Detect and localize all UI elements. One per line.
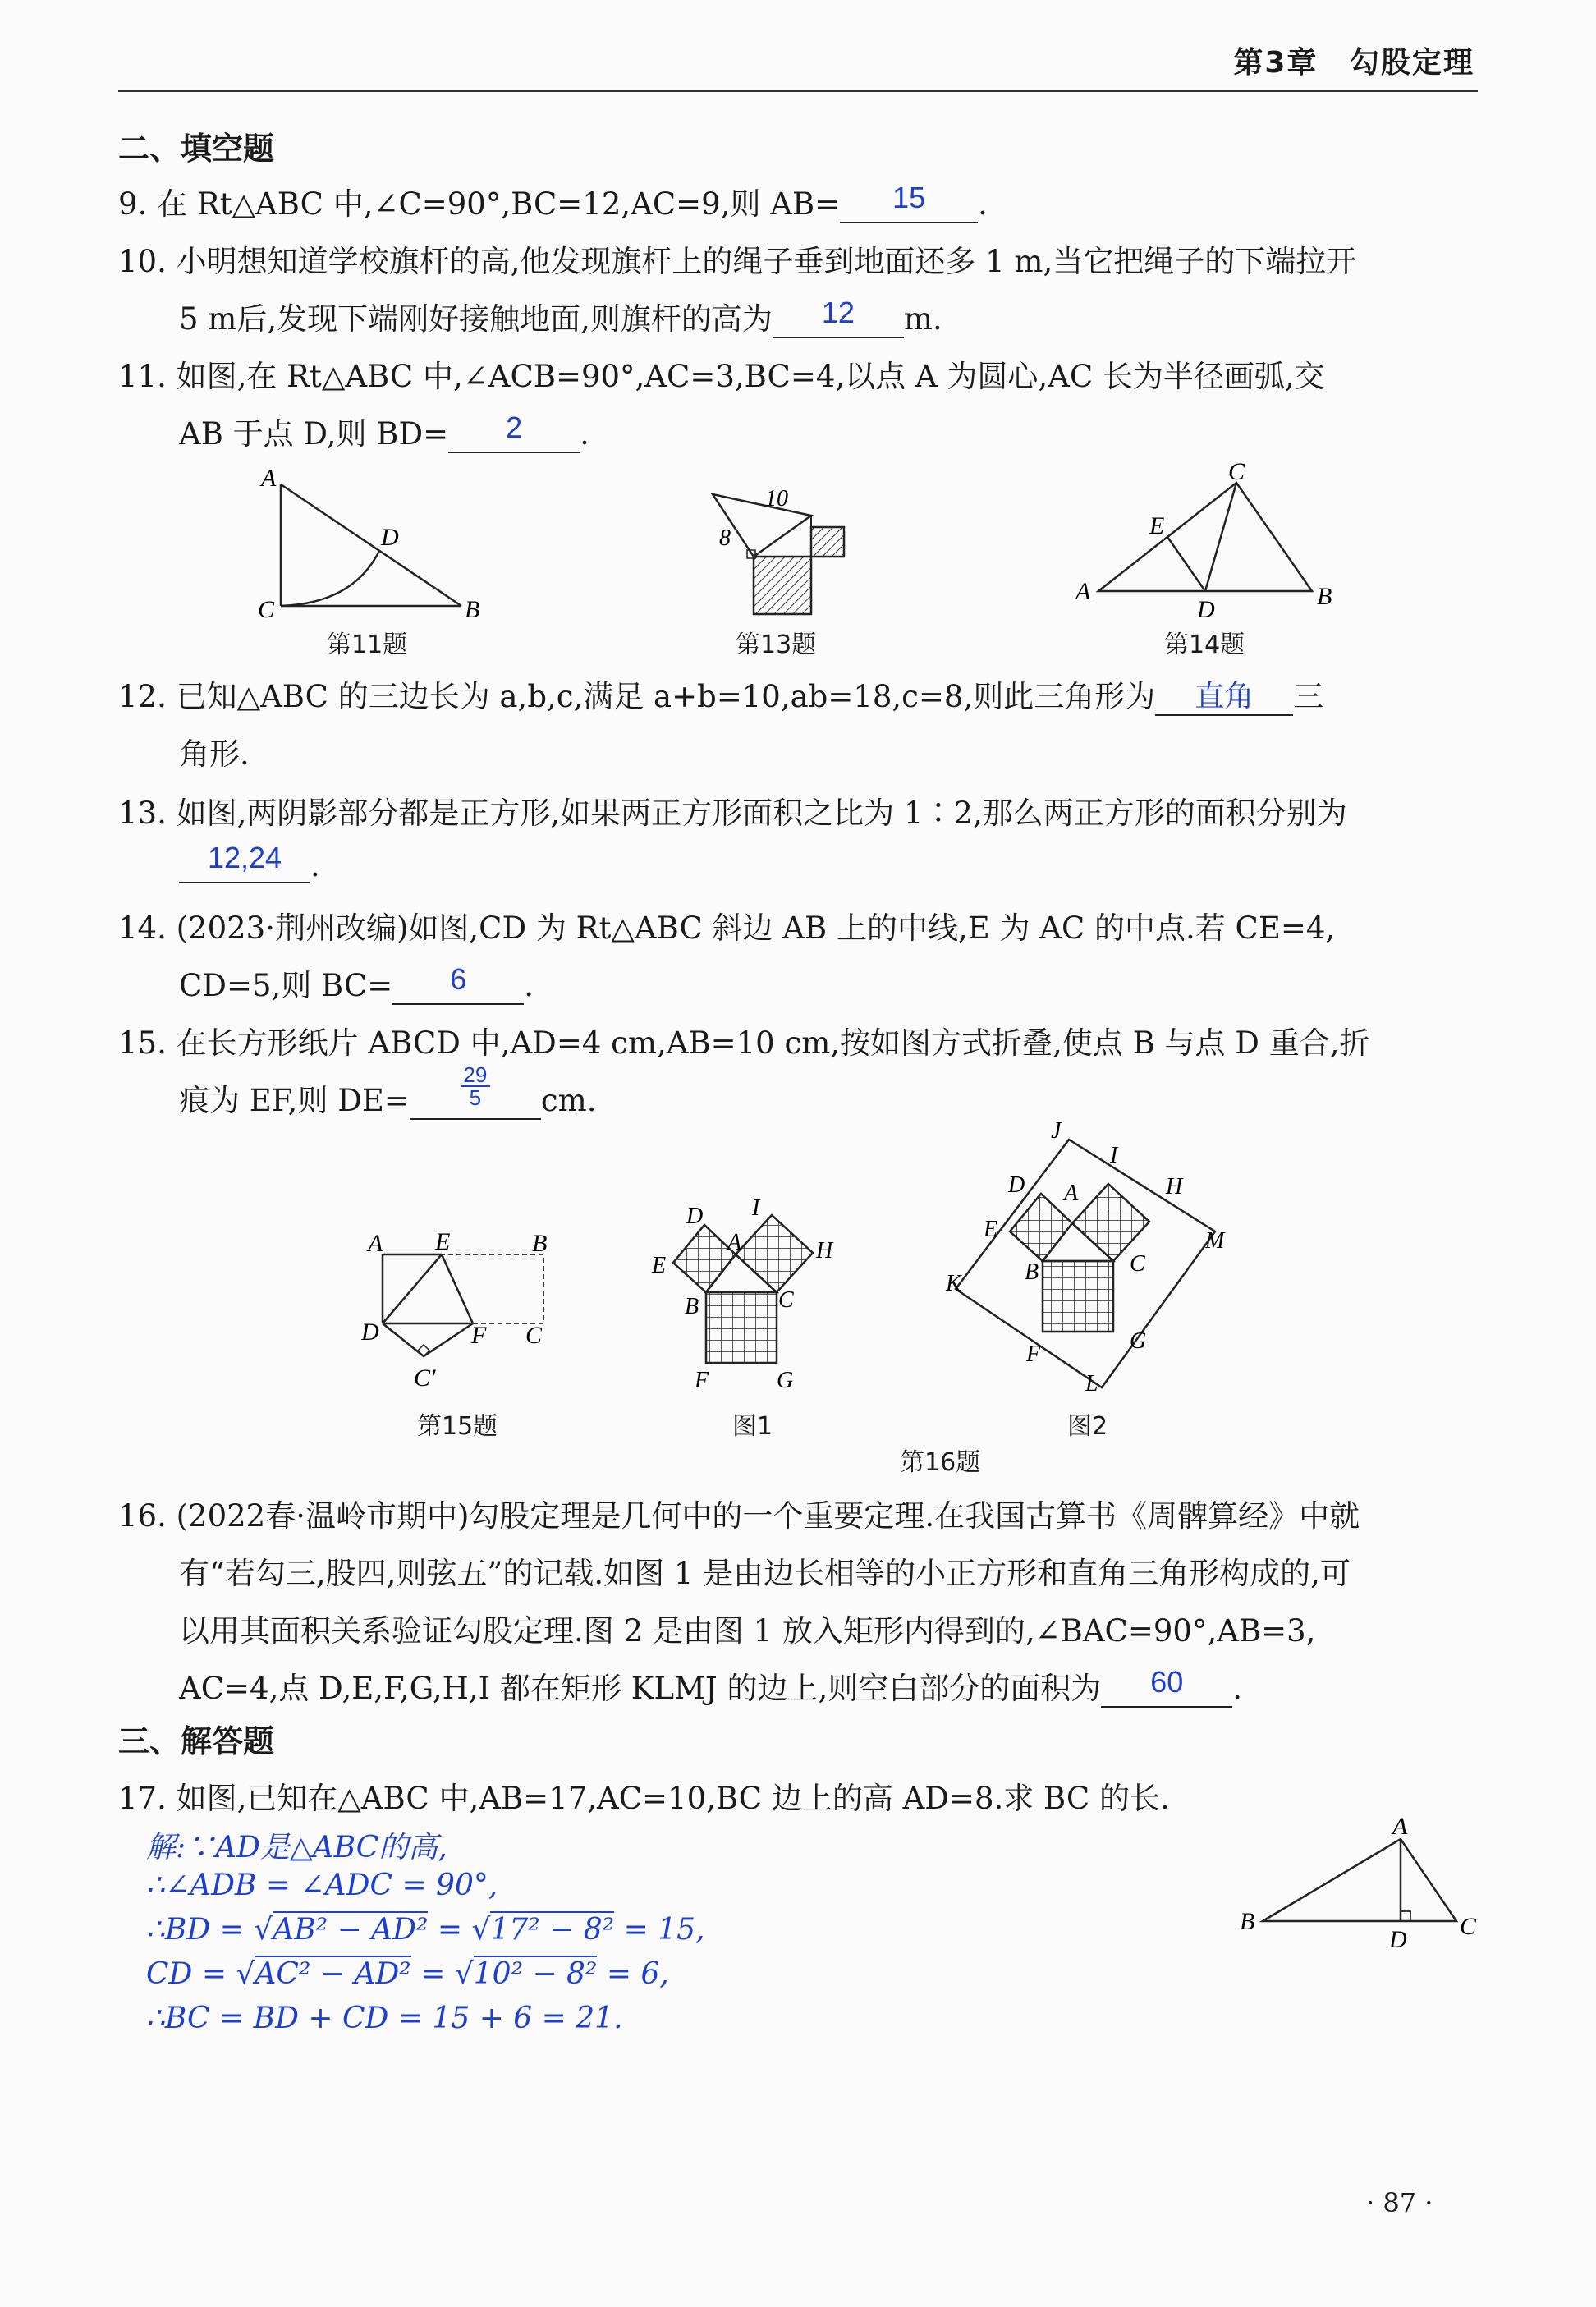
figure-16-2 (936, 1117, 1248, 1412)
q15-answer-numerator: 29 (461, 1064, 490, 1087)
q15-line1: 在长方形纸片 ABCD 中,AD=4 cm,AB=10 cm,按如图方式折叠,使点 B 与点 D 重合,折 (176, 1025, 1370, 1061)
q16-line3: 以用其面积关系验证勾股定理.图 2 是由图 1 放入矩形内得到的,∠BAC=90°,AB=3, (179, 1613, 1316, 1649)
q14-line2: CD=5,则 BC= (179, 968, 393, 1003)
fig15-label-e: E (435, 1228, 451, 1255)
fig14-label-e: E (1149, 512, 1165, 539)
question-15 (118, 1018, 1369, 1062)
q15-answer-fraction (410, 1064, 541, 1108)
q11-line1: 如图,在 Rt△ABC 中,∠ACB=90°,AC=3,BC=4,以点 A 为圆心,AC 长为半径画弧,交 (176, 359, 1325, 394)
fig16b-label-d: D (1008, 1172, 1025, 1198)
figure-16-1 (640, 1190, 870, 1412)
question-17 (118, 1773, 1170, 1818)
fig16a-square-ab (673, 1225, 736, 1292)
question-16 (118, 1491, 1360, 1535)
fig13-label-10: 10 (765, 486, 788, 511)
chapter-label: 第3章 (1233, 46, 1319, 80)
q12-blank (1155, 678, 1293, 716)
solution-cd-result: = 6, (597, 1957, 669, 1991)
fig16b-label-a: A (1064, 1181, 1079, 1206)
fig15-label-c-prime: C′ (414, 1364, 436, 1392)
fig16a-label-g: G (777, 1368, 794, 1393)
q13-number: 13. (118, 796, 167, 831)
fig11-caption: 第11题 (327, 631, 408, 659)
fig16a-label-e: E (652, 1253, 667, 1278)
question-10-cont (179, 294, 942, 338)
fig11-arc (281, 551, 379, 606)
q14-answer: 6 (450, 962, 467, 996)
q9-text: 在 Rt△ABC 中,∠C=90°,BC=12,AC=9,则 AB= (157, 186, 841, 222)
fig16b-label-b: B (1025, 1259, 1039, 1285)
q16-blank (1101, 1665, 1232, 1708)
fig16b-label-l: L (1085, 1371, 1098, 1397)
question-13-cont (179, 841, 320, 883)
figure-14 (1067, 460, 1363, 624)
fig11-label-a: A (261, 465, 277, 492)
solution-cd-eq: = (410, 1957, 455, 1991)
q9-end: . (978, 186, 988, 222)
q17-number: 17. (118, 1781, 167, 1816)
fig16a-label-c: C (778, 1287, 794, 1313)
question-12 (118, 672, 1323, 716)
solution-cd-radicand-num: 10² − 8² (473, 1957, 598, 1991)
figure-11 (246, 460, 509, 624)
solution-bd-result: = 15, (614, 1913, 705, 1947)
fig16b-label-k: K (946, 1271, 961, 1296)
q12-number: 12. (118, 679, 167, 714)
fig15-folded-triangle (383, 1323, 473, 1356)
q15-answer-denominator: 5 (469, 1085, 482, 1110)
q10-line1: 小明想知道学校旗杆的高,他发现旗杆上的绳子垂到地面还多 1 m,当它把绳子的下端拉开 (176, 244, 1357, 279)
fig14-segment-ed (1167, 537, 1205, 591)
fig14-caption: 第14题 (1164, 631, 1245, 659)
q16-number: 16. (118, 1498, 167, 1534)
figure-13 (698, 476, 862, 624)
fig16b-label-h: H (1166, 1174, 1183, 1199)
solution-line-3: ∴BD = √AB² − AD² = √17² − 8² = 15, (146, 1913, 705, 1947)
fig17-label-a: A (1392, 1814, 1408, 1840)
question-16-l4 (179, 1663, 1242, 1708)
fig11-label-c: C (258, 596, 275, 623)
fig14-label-d: D (1197, 596, 1215, 623)
q12-line2: 角形. (179, 736, 250, 772)
fig16b-label-e: E (984, 1217, 998, 1242)
section-fill-heading: 二、填空题 (118, 131, 275, 167)
fig16-caption: 第16题 (900, 1448, 981, 1477)
q10-answer: 12 (821, 296, 855, 329)
question-14 (118, 903, 1335, 947)
fig14-label-a: A (1075, 578, 1091, 605)
fig17-label-d: D (1389, 1926, 1407, 1953)
q14-blank (392, 962, 524, 1005)
fig17-label-c: C (1460, 1913, 1477, 1940)
chapter-header (1233, 39, 1474, 81)
q16-line1: (2022春·温岭市期中)勾股定理是几何中的一个重要定理.在我国古算书《周髀算经》中就 (176, 1498, 1360, 1534)
fig16a-square-bc (706, 1292, 777, 1363)
solution-bd-radicand: AB² − AD² (273, 1913, 429, 1947)
solution-cd-radicand: AC² − AD² (255, 1957, 411, 1991)
fig16b-label-f: F (1026, 1342, 1041, 1367)
solution-bd-eq: = (428, 1913, 472, 1947)
q16-line2: 有“若勾三,股四,则弦五”的记载.如图 1 是由边长相等的小正方形和直角三角形构成的,可 (179, 1556, 1351, 1591)
q11-number: 11. (118, 359, 167, 394)
question-15-cont (179, 1062, 597, 1120)
page-number: · 87 · (1366, 2187, 1433, 2218)
solution-line-5: ∴BC = BD + CD = 15 + 6 = 21. (146, 2002, 623, 2035)
q10-end: m. (903, 301, 942, 337)
fig16a-caption: 图1 (732, 1412, 773, 1441)
fig17-triangle (1263, 1839, 1456, 1921)
q9-answer: 15 (892, 181, 926, 214)
solution-line-4: CD = √AC² − AD² = √10² − 8² = 6, (146, 1957, 669, 1991)
q10-line2: 5 m后,发现下端刚好接触地面,则旗杆的高为 (179, 301, 773, 337)
q16-end: . (1232, 1671, 1243, 1706)
fig15-label-a: A (368, 1230, 383, 1257)
q13-end: . (310, 848, 320, 883)
question-16-l3 (179, 1606, 1315, 1650)
q11-blank (448, 410, 580, 453)
figure-17 (1231, 1814, 1494, 1962)
fig16a-label-f: F (695, 1368, 709, 1393)
fig15-label-b: B (532, 1230, 548, 1257)
fig14-label-b: B (1317, 583, 1332, 610)
solution-line-2: ∴∠ADB = ∠ADC = 90°, (146, 1869, 498, 1902)
fig16b-caption: 图2 (1067, 1412, 1108, 1441)
fig14-median-cd (1205, 483, 1236, 591)
q11-line2: AB 于点 D,则 BD= (179, 416, 449, 452)
q16-answer: 60 (1150, 1665, 1184, 1699)
fig16b-square-ac (1072, 1184, 1149, 1261)
q15-line2: 痕为 EF,则 DE= (179, 1083, 410, 1118)
fig13-square-small (811, 527, 844, 557)
fig11-side-ab (281, 484, 461, 606)
fig16b-label-g: G (1130, 1328, 1147, 1354)
fig13-caption: 第13题 (736, 631, 817, 659)
fig16a-square-ac (736, 1215, 813, 1292)
fig15-original-rectangle (383, 1254, 543, 1323)
q9-number: 9. (118, 186, 148, 222)
fig16a-label-b: B (685, 1294, 699, 1319)
figure-15 (361, 1223, 575, 1412)
question-11 (118, 351, 1325, 396)
q14-number: 14. (118, 910, 167, 946)
fig11-label-b: B (465, 596, 480, 623)
solution-cd-label: CD = (146, 1957, 236, 1991)
q12-line1: 已知△ABC 的三边长为 a,b,c,满足 a+b=10,ab=18,c=8,则此三角形为 (176, 679, 1156, 714)
q15-blank (410, 1062, 541, 1120)
q16-line4: AC=4,点 D,E,F,G,H,I 都在矩形 KLMJ 的边上,则空白部分的面积为 (179, 1671, 1102, 1706)
solution-line-1: 解:∵AD是△ABC的高, (146, 1831, 447, 1864)
question-13 (118, 788, 1347, 832)
q13-blank (179, 841, 310, 883)
fig16b-label-c: C (1130, 1251, 1145, 1277)
q15-end: cm. (540, 1083, 597, 1118)
q10-blank (773, 296, 904, 338)
fig16b-label-j: J (1051, 1118, 1062, 1144)
q10-number: 10. (118, 244, 167, 279)
q13-line1: 如图,两阴影部分都是正方形,如果两正方形面积之比为 1∶2,那么两正方形的面积分别为 (176, 796, 1347, 831)
fig14-triangle (1098, 483, 1312, 591)
fig16b-square-bc (1043, 1261, 1113, 1332)
fig15-label-d: D (361, 1319, 379, 1346)
fig15-fold-ef (442, 1254, 473, 1323)
fig16a-label-i: I (752, 1195, 760, 1221)
fig15-caption: 第15题 (417, 1412, 498, 1441)
fig11-label-d: D (381, 524, 399, 551)
fig13-square-large (754, 557, 811, 614)
q12-answer: 直角 (1195, 679, 1254, 713)
q11-end: . (580, 416, 589, 452)
question-9 (118, 179, 988, 223)
q13-answer: 12,24 (207, 841, 282, 874)
q14-line1: (2023·荆州改编)如图,CD 为 Rt△ABC 斜边 AB 上的中线,E 为 AC 的中点.若 CE=4, (176, 910, 1336, 946)
fig16b-label-m: M (1205, 1228, 1225, 1254)
fig16a-label-h: H (816, 1238, 833, 1264)
fig13-label-8: 8 (719, 525, 731, 551)
fig15-label-f: F (471, 1322, 487, 1349)
fig14-label-c: C (1228, 460, 1245, 485)
fig16a-label-a: A (727, 1230, 742, 1255)
fig16a-label-d: D (686, 1204, 704, 1229)
solution-bd-label: ∴BD = (146, 1913, 255, 1947)
fig17-right-angle (1401, 1911, 1410, 1921)
q9-blank (840, 181, 978, 223)
chapter-title: 勾股定理 (1349, 46, 1474, 80)
question-16-l2 (179, 1548, 1351, 1593)
question-14-cont (179, 961, 534, 1005)
question-10 (118, 236, 1356, 281)
q11-answer: 2 (506, 410, 523, 444)
fig16b-label-i: I (1110, 1143, 1118, 1168)
solution-bd-radicand-num: 17² − 8² (490, 1913, 615, 1947)
question-12-cont (179, 729, 250, 773)
fig17-label-b: B (1240, 1908, 1255, 1935)
q14-end: . (524, 968, 534, 1003)
q17-text: 如图,已知在△ABC 中,AB=17,AC=10,BC 边上的高 AD=8.求 BC 的长. (176, 1781, 1170, 1816)
q15-number: 15. (118, 1025, 167, 1061)
fig15-segment-de (383, 1254, 442, 1323)
q12-tail: 三 (1293, 679, 1324, 714)
fig15-label-c: C (525, 1322, 543, 1349)
header-rule (118, 90, 1478, 92)
section-solve-heading: 三、解答题 (118, 1723, 275, 1759)
question-11-cont (179, 409, 589, 453)
